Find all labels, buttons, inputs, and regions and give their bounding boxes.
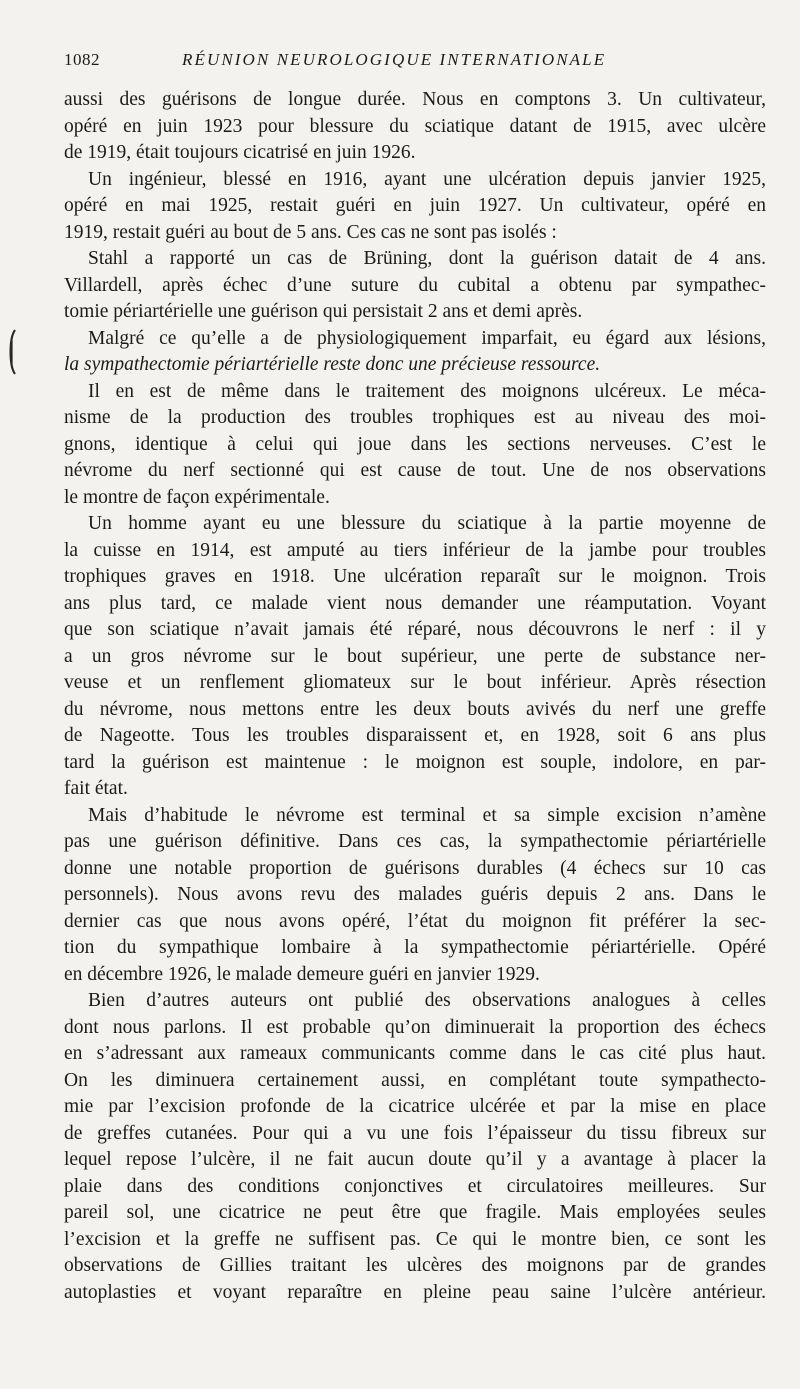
text-line: Villardell, après échec d’une suture du cubital a obtenu par sympathec- [64, 274, 766, 296]
text-line: autoplasties et voyant reparaître en pleine peau saine l’ulcère antérieur. [64, 1281, 766, 1303]
margin-bracket-mark [5, 328, 19, 376]
text-line: On les diminuera certainement aussi, en complétant toute sympathecto- [64, 1069, 766, 1091]
text-line: tomie périartérielle une guérison qui persistait 2 ans et demi après. [64, 301, 583, 322]
text-line: a un gros névrome sur le bout supérieur, une perte de substance ner- [64, 645, 766, 667]
text-line: tion du sympathique lombaire à la sympathectomie périartérielle. Opéré [64, 937, 766, 958]
text-line: de Nageotte. Tous les troubles disparaissent et, en 1928, soit 6 ans plus [64, 725, 766, 746]
text-line: la cuisse en 1914, est amputé au tiers inférieur de la jambe pour troubles [64, 539, 766, 561]
text-line: pas une guérison définitive. Dans ces cas, la sympathectomie périartérielle [64, 831, 766, 852]
text-line: de greffes cutanées. Pour qui a vu une fois l’épaisseur du tissu fibreux sur [64, 1122, 766, 1144]
text-line: Un homme ayant eu une blessure du sciatique à la partie moyenne de [88, 513, 766, 534]
page-header [64, 50, 664, 74]
text-line: pareil sol, une cicatrice ne peut être que fragile. Mais employées seules [64, 1202, 766, 1223]
text-line: Mais d’habitude le névrome est terminal et sa simple excision n’amène [88, 804, 766, 826]
body-text [64, 87, 766, 1306]
text-line: veuse et un renflement gliomateux sur le bout inférieur. Après résection [64, 672, 766, 693]
text-line: dernier cas que nous avons opéré, l’état du moignon fit préférer la sec- [64, 910, 766, 932]
text-line: donne une notable proportion de guérisons durables (4 échecs sur 10 cas [64, 857, 766, 879]
text-line: trophiques graves en 1918. Une ulcération reparaît sur le moignon. Trois [64, 566, 766, 587]
text-line: la sympathectomie périartérielle reste donc une précieuse ressource. [64, 354, 601, 375]
text-line: plaie dans des conditions conjonctives et circulatoires meilleures. Sur [64, 1175, 766, 1197]
text-line: dont nous parlons. Il est probable qu’on diminuerait la proportion des échecs [64, 1016, 766, 1038]
text-line: en s’adressant aux rameaux communicants comme dans le cas cité plus haut. [64, 1043, 766, 1064]
text-line: nisme de la production des troubles trophiques est au niveau des moi- [64, 407, 766, 428]
text-line: Stahl a rapporté un cas de Brüning, dont la guérison datait de 4 ans. [88, 248, 766, 269]
text-line: observations de Gillies traitant les ulcères des moignons par de grandes [64, 1255, 766, 1276]
text-line: mie par l’excision profonde de la cicatrice ulcérée et par la mise en place [64, 1096, 766, 1117]
running-head: RÉUNION NEUROLOGIQUE INTERNATIONALE [182, 50, 607, 69]
text-line: de 1919, était toujours cicatrisé en juin 1926. [64, 142, 416, 163]
text-line: fait état. [64, 778, 128, 799]
text-line: névrome du nerf sectionné qui est cause de tout. Une de nos observations [64, 460, 766, 481]
page-number: 1082 [64, 50, 100, 69]
text-line: Bien d’autres auteurs ont publié des observations analogues à celles [88, 990, 766, 1011]
text-line: Un ingénieur, blessé en 1916, ayant une ulcération depuis janvier 1925, [88, 168, 766, 190]
text-line: opéré en mai 1925, restait guéri en juin 1927. Un cultivateur, opéré en [64, 195, 766, 216]
text-line: personnels). Nous avons revu des malades guéris depuis 2 ans. Dans le [64, 884, 766, 905]
text-line: Il en est de même dans le traitement des moignons ulcéreux. Le méca- [88, 380, 766, 402]
text-line: gnons, identique à celui qui joue dans les sections nerveuses. C’est le [64, 433, 766, 455]
text-line: lequel repose l’ulcère, il ne fait aucun doute qu’il y a avantage à placer la [64, 1149, 766, 1170]
text-line: l’excision et la greffe ne suffisent pas. Ce qui le montre bien, ce sont les [64, 1228, 766, 1250]
text-line: tard la guérison est maintenue : le moignon est souple, indolore, en par- [64, 751, 766, 773]
text-line: du névrome, nous mettons entre les deux bouts avivés du nerf une greffe [64, 698, 766, 720]
text-line: le montre de façon expérimentale. [64, 486, 330, 508]
text-line: 1919, restait guéri au bout de 5 ans. Ces cas ne sont pas isolés : [64, 221, 557, 243]
text-line: que son sciatique n’avait jamais été réparé, nous découvrons le nerf : il y [64, 619, 766, 640]
text-line: opéré en juin 1923 pour blessure du sciatique datant de 1915, avec ulcère [64, 115, 766, 137]
text-line: ans plus tard, ce malade vient nous demander une réamputation. Voyant [64, 592, 766, 614]
text-line: aussi des guérisons de longue durée. Nous en comptons 3. Un cultivateur, [64, 89, 766, 110]
text-line: Malgré ce qu’elle a de physiologiquement imparfait, eu égard aux lésions, [88, 327, 766, 349]
text-line: en décembre 1926, le malade demeure guéri en janvier 1929. [64, 963, 540, 985]
